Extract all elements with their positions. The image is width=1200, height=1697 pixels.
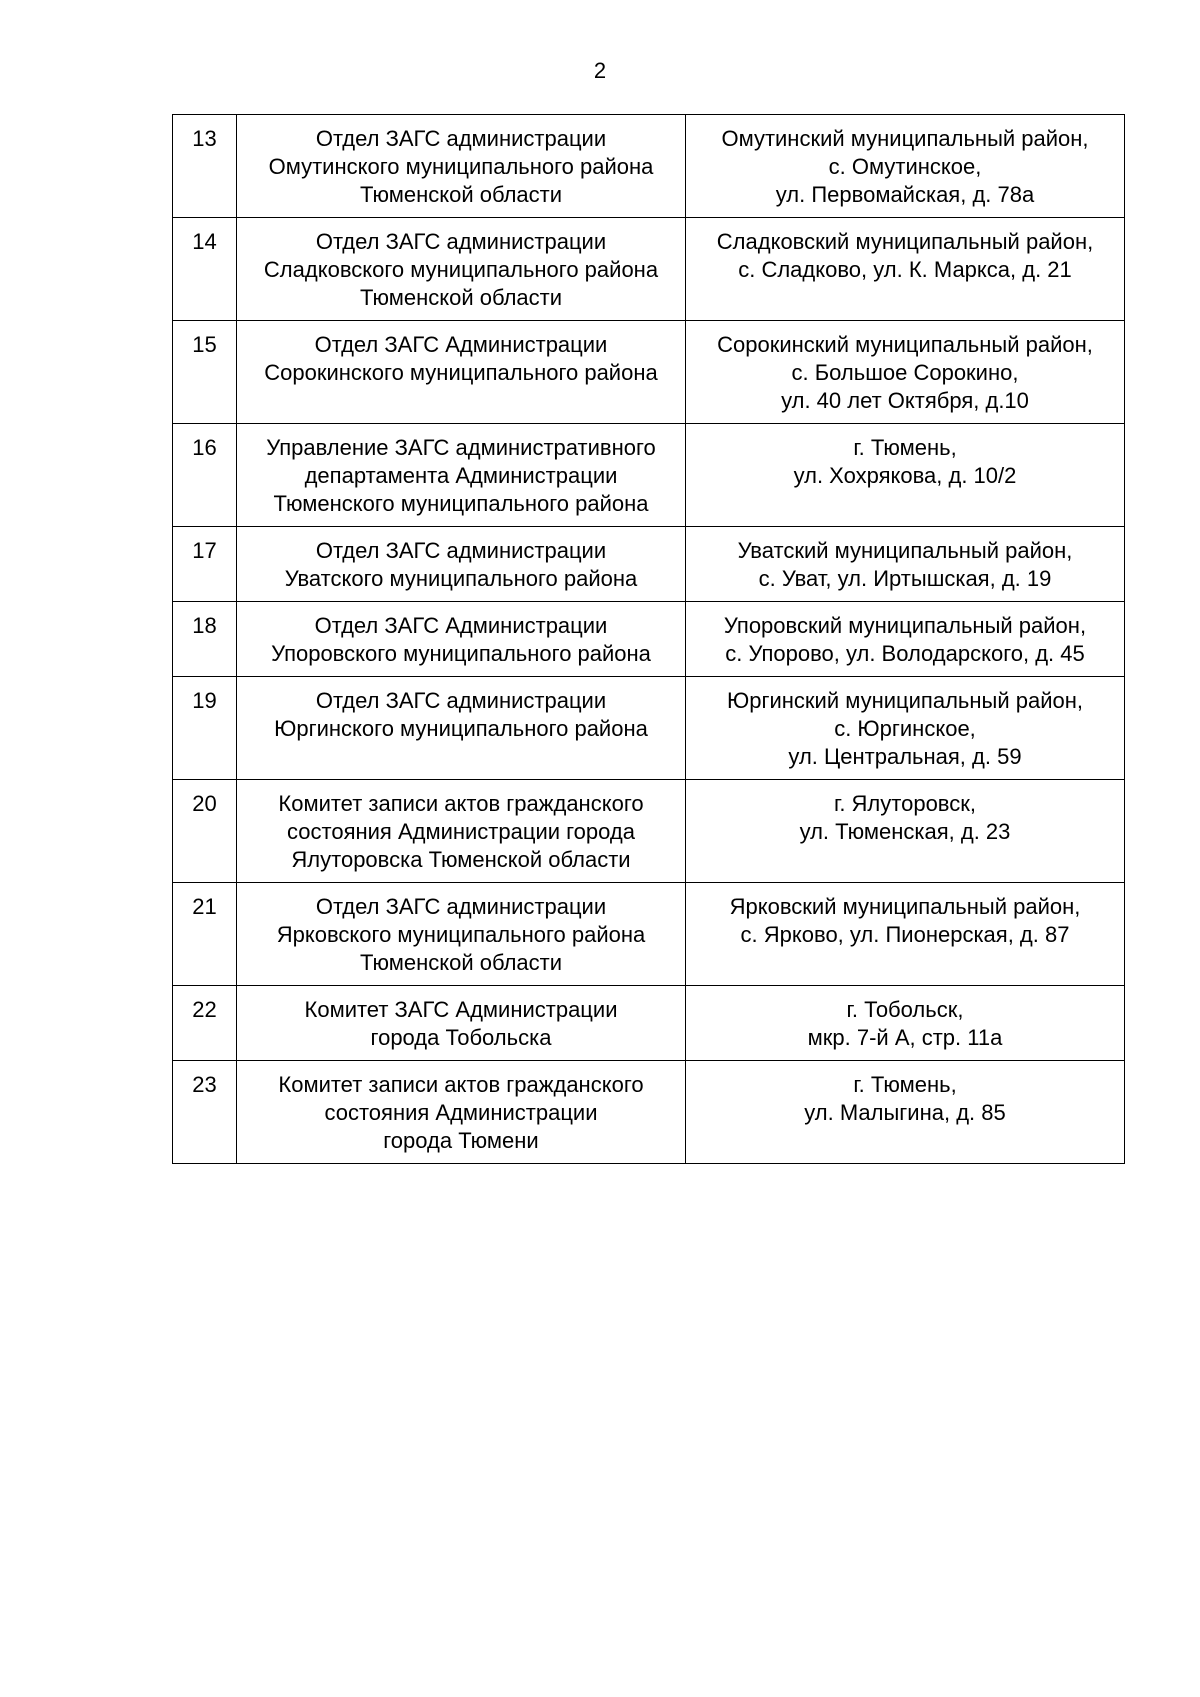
page-number: 2 — [593, 58, 607, 83]
organization-cell — [237, 321, 686, 424]
address-line: Юргинский муниципальный район, — [726, 688, 1083, 713]
row-number-cell: 22 — [173, 986, 237, 1061]
organization-line: состояния Администрации города — [287, 819, 635, 844]
organization-line: Ярковского муниципального района — [276, 922, 646, 947]
address-line: Уватский муниципальный район, — [737, 538, 1073, 563]
organization-cell — [237, 986, 686, 1061]
organization-cell — [237, 218, 686, 321]
organization-line: Комитет ЗАГС Администрации — [304, 997, 618, 1022]
organization-line: города Тюмени — [383, 1128, 539, 1153]
row-number-cell: 20 — [173, 780, 237, 883]
address-line: Сорокинский муниципальный район, — [717, 332, 1093, 357]
organization-line: Сорокинского муниципального района — [264, 360, 658, 385]
row-number-cell: 23 — [173, 1061, 237, 1164]
organization-line: Управление ЗАГС административного — [266, 435, 656, 460]
row-number-cell: 15 — [173, 321, 237, 424]
address-line: мкр. 7-й А, стр. 11а — [807, 1025, 1003, 1050]
address-line: с. Большое Сорокино, — [791, 360, 1019, 385]
organization-cell — [237, 602, 686, 677]
address-line: с. Упорово, ул. Володарского, д. 45 — [725, 641, 1085, 666]
organization-cell — [237, 883, 686, 986]
organization-line: Тюменской области — [359, 182, 563, 207]
row-number-cell: 21 — [173, 883, 237, 986]
address-line: Сладковский муниципальный район, — [716, 229, 1094, 254]
organization-line: состояния Администрации — [324, 1100, 598, 1125]
address-cell — [686, 321, 1125, 424]
organization-line: Отдел ЗАГС администрации — [315, 894, 607, 919]
address-cell — [686, 218, 1125, 321]
organization-line: Отдел ЗАГС администрации — [315, 688, 607, 713]
address-line: Ярковский муниципальный район, — [729, 894, 1081, 919]
organization-cell — [237, 527, 686, 602]
organization-line: Омутинского муниципального района — [268, 154, 654, 179]
address-cell — [686, 677, 1125, 780]
address-line: с. Уват, ул. Иртышская, д. 19 — [758, 566, 1052, 591]
address-line: г. Тюмень, — [853, 1072, 957, 1097]
address-cell — [686, 602, 1125, 677]
organization-line: Тюменской области — [359, 285, 563, 310]
organization-line: департамента Администрации — [304, 463, 618, 488]
row-number-cell: 13 — [173, 115, 237, 218]
address-line: Омутинский муниципальный район, — [721, 126, 1089, 151]
organization-line: Комитет записи актов гражданского — [278, 791, 644, 816]
address-line: с. Ярково, ул. Пионерская, д. 87 — [740, 922, 1070, 947]
address-cell — [686, 115, 1125, 218]
address-cell — [686, 780, 1125, 883]
address-cell — [686, 883, 1125, 986]
organization-line: Отдел ЗАГС администрации — [315, 126, 607, 151]
address-cell — [686, 986, 1125, 1061]
organization-cell — [237, 780, 686, 883]
row-number-cell: 18 — [173, 602, 237, 677]
registry-table-body — [173, 115, 1125, 1164]
organization-line: Отдел ЗАГС администрации — [315, 229, 607, 254]
organization-line: Упоровского муниципального района — [271, 641, 651, 666]
organization-line: Отдел ЗАГС администрации — [315, 538, 607, 563]
organization-cell — [237, 424, 686, 527]
organization-line: Уватского муниципального района — [284, 566, 638, 591]
table-row — [173, 883, 1125, 986]
organization-line: Ялуторовска Тюменской области — [291, 847, 631, 872]
table-row — [173, 1061, 1125, 1164]
address-line: с. Сладково, ул. К. Маркса, д. 21 — [738, 257, 1072, 282]
address-line: ул. Центральная, д. 59 — [788, 744, 1022, 769]
table-row — [173, 321, 1125, 424]
table-row — [173, 424, 1125, 527]
table-row — [173, 780, 1125, 883]
table-row — [173, 115, 1125, 218]
row-number-cell: 17 — [173, 527, 237, 602]
address-line: ул. Малыгина, д. 85 — [804, 1100, 1006, 1125]
table-row — [173, 677, 1125, 780]
address-line: г. Ялуторовск, — [833, 791, 976, 816]
address-line: с. Юргинское, — [834, 716, 976, 741]
address-line: г. Тюмень, — [853, 435, 957, 460]
table-row — [173, 218, 1125, 321]
organization-line: города Тобольска — [370, 1025, 552, 1050]
table-row — [173, 986, 1125, 1061]
address-line: ул. Хохрякова, д. 10/2 — [793, 463, 1017, 488]
address-line: ул. 40 лет Октября, д.10 — [781, 388, 1029, 413]
row-number-cell: 16 — [173, 424, 237, 527]
address-cell — [686, 1061, 1125, 1164]
row-number-cell: 19 — [173, 677, 237, 780]
organization-line: Сладковского муниципального района — [263, 257, 659, 282]
registry-table — [172, 114, 1125, 1164]
address-line: Упоровский муниципальный район, — [723, 613, 1087, 638]
address-line: с. Омутинское, — [828, 154, 982, 179]
organization-line: Отдел ЗАГС Администрации — [314, 332, 608, 357]
table-row — [173, 602, 1125, 677]
row-number-cell: 14 — [173, 218, 237, 321]
address-line: г. Тобольск, — [846, 997, 964, 1022]
address-cell — [686, 424, 1125, 527]
organization-line: Комитет записи актов гражданского — [278, 1072, 644, 1097]
organization-line: Тюменского муниципального района — [273, 491, 649, 516]
address-line: ул. Первомайская, д. 78а — [775, 182, 1035, 207]
organization-cell — [237, 1061, 686, 1164]
address-line: ул. Тюменская, д. 23 — [799, 819, 1011, 844]
organization-cell — [237, 677, 686, 780]
organization-line: Отдел ЗАГС Администрации — [314, 613, 608, 638]
table-row — [173, 527, 1125, 602]
organization-line: Юргинского муниципального района — [274, 716, 648, 741]
address-cell — [686, 527, 1125, 602]
organization-cell — [237, 115, 686, 218]
organization-line: Тюменской области — [359, 950, 563, 975]
